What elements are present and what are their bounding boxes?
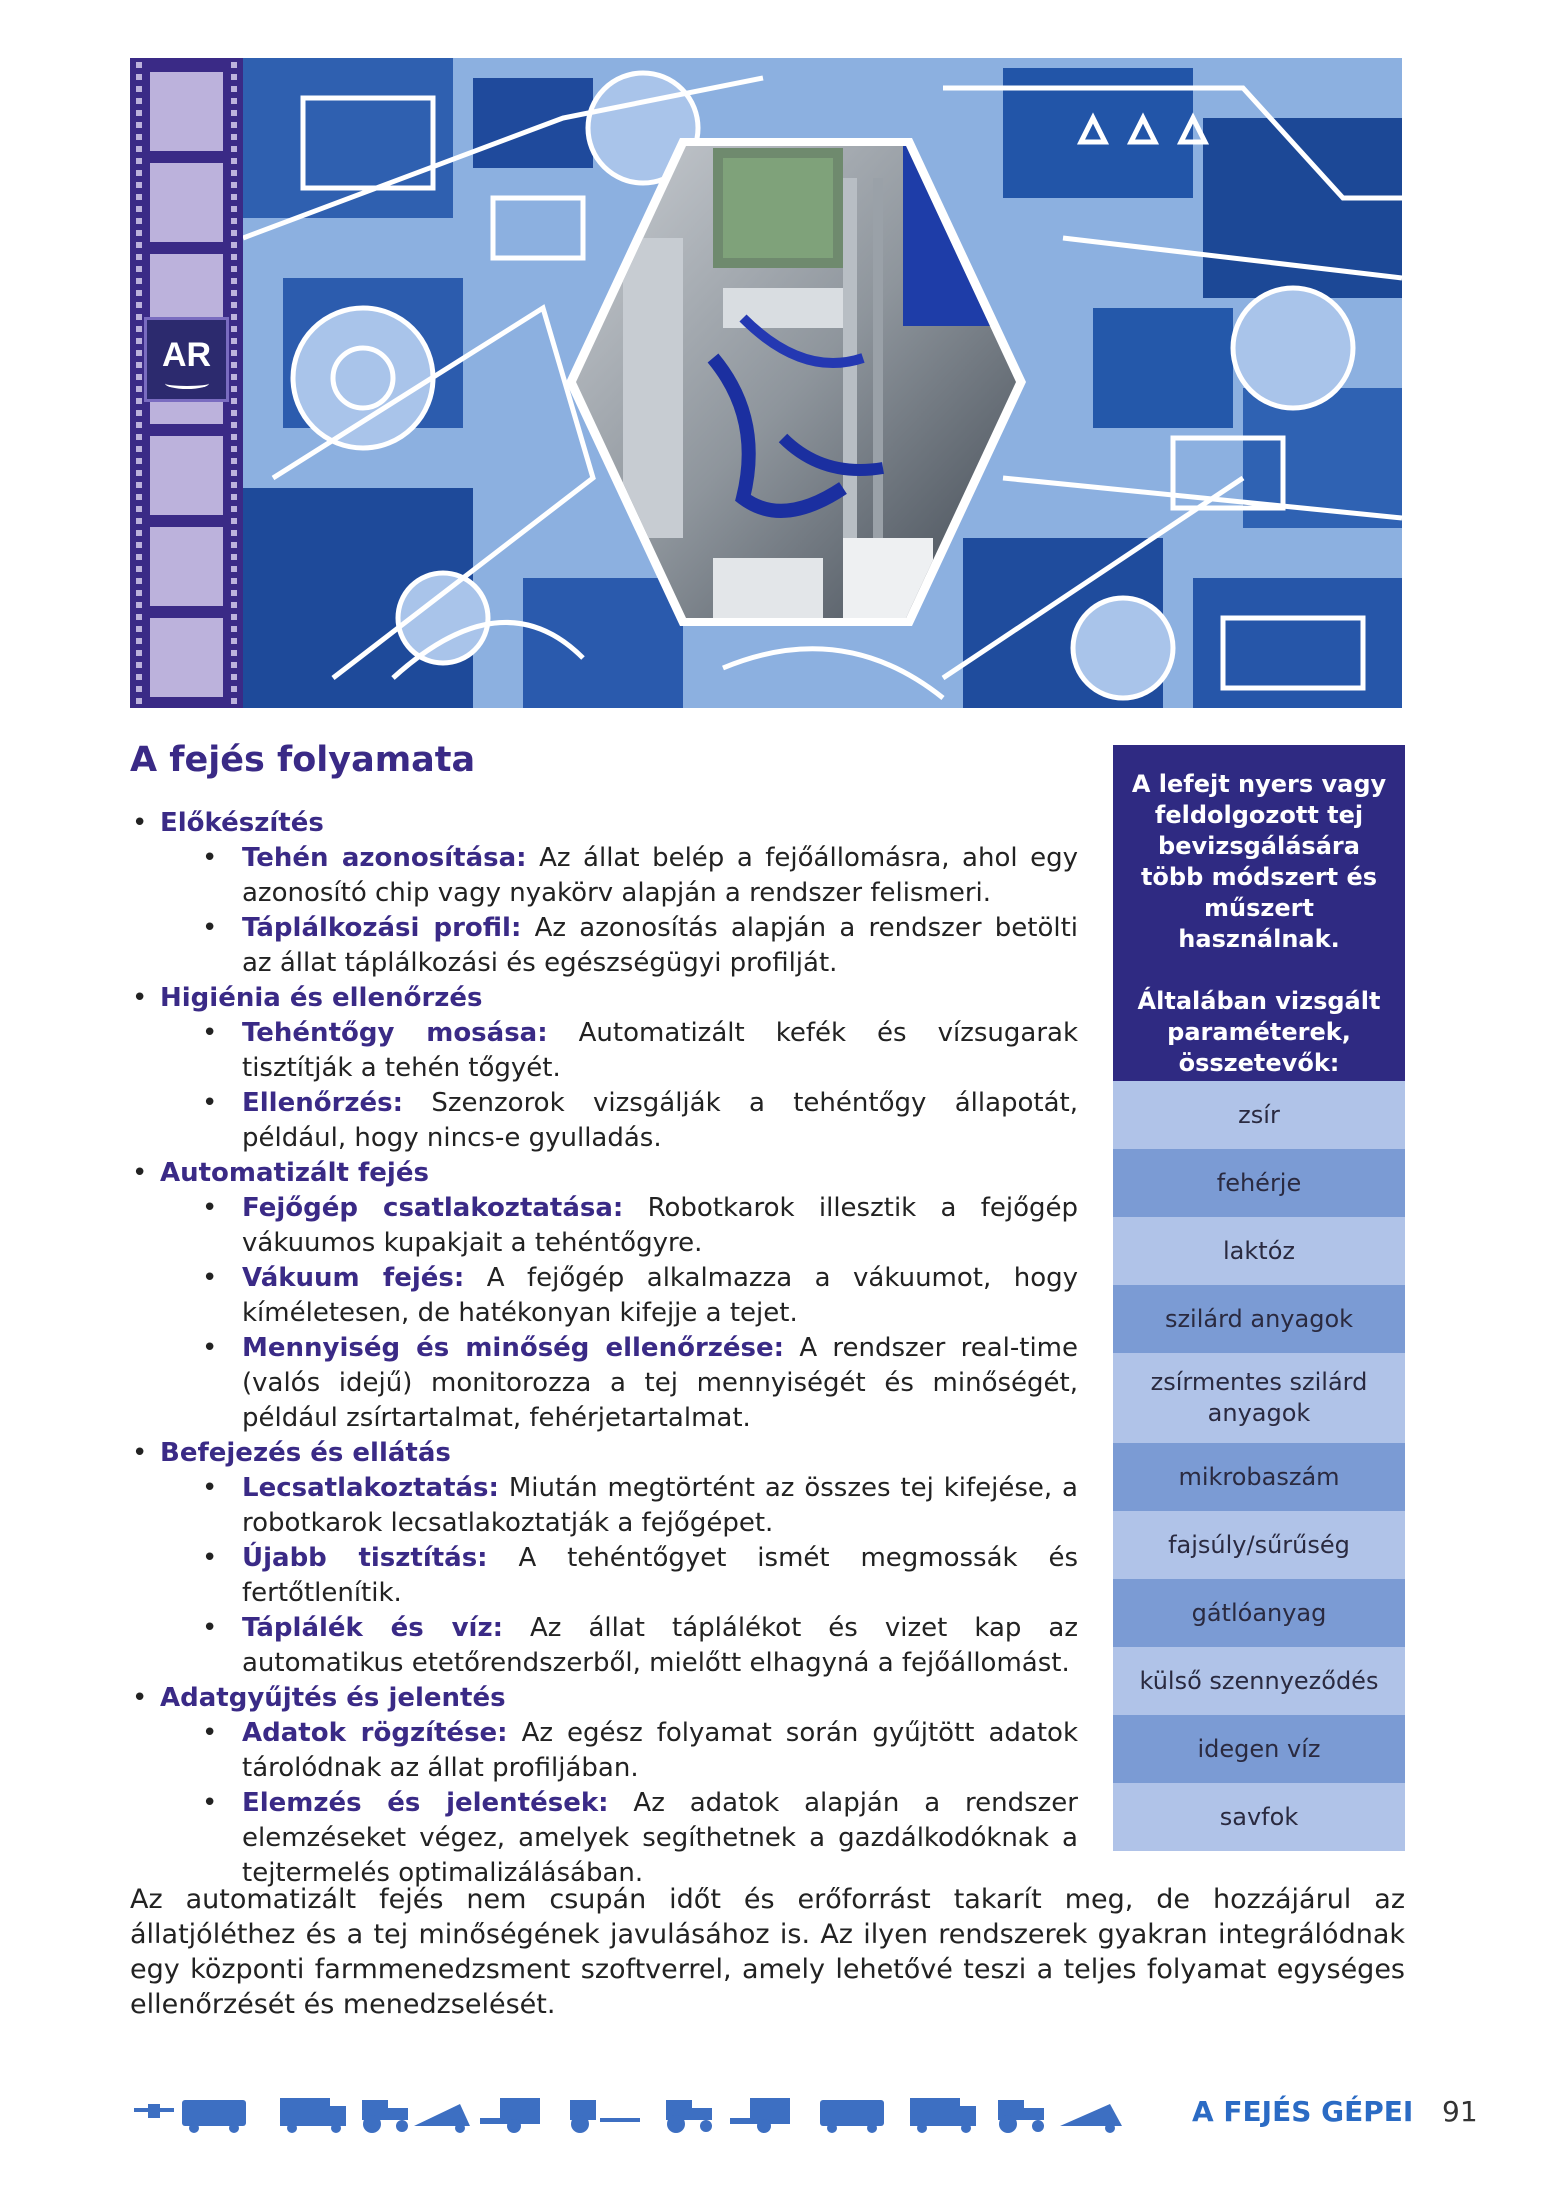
film-perforation [136,62,142,68]
film-perforation [231,146,237,152]
film-perforation [136,686,142,692]
sidebar-intro: A lefejt nyers vagy feldolgozott tej bevizsgálására több módszert és műszert használnak. [1131,770,1387,953]
film-perforation [231,254,237,260]
substep-label: Fejőgép csatlakoztatása: [242,1193,624,1223]
substep-text: Az állat belép a fejőállomásra, ahol egy azonosító chip vagy nyakörv alapján a rendszer felismeri. [242,843,1079,908]
film-perforation [231,434,237,440]
film-perforation [136,446,142,452]
truck-icon [910,2098,976,2133]
substep-item [200,1261,1078,1331]
farm-machinery-icon-strip [130,2090,1170,2134]
film-perforation [231,410,237,416]
film-perforation [136,110,142,116]
film-perforation [136,398,142,404]
substep-label: Vákuum fejés: [242,1263,465,1293]
substep-text: Az egész folyamat során gyűjtött adatok tárolódnak az állat profiljában. [242,1718,1078,1783]
film-perforation [231,590,237,596]
step-substep-list [160,1016,1078,1156]
step-substep-list [160,1471,1078,1681]
substep-item [200,1016,1078,1086]
parameter-row: savfok [1113,1783,1405,1851]
film-perforation [231,518,237,524]
step-substep-list [160,1716,1078,1891]
substep-item [200,1611,1078,1681]
step-title: Befejezés és ellátás [160,1438,451,1468]
film-perforation [231,638,237,644]
film-perforation [136,530,142,536]
film-perforation [136,242,142,248]
film-perforation [136,698,142,704]
film-perforation [136,98,142,104]
substep-label: Adatok rögzítése: [242,1718,508,1748]
film-perforation [136,182,142,188]
film-perforation [231,650,237,656]
film-perforation [231,182,237,188]
film-perforation [136,206,142,212]
film-perforation [136,458,142,464]
substep-text: Miután megtörtént az összes tej kifejése, a robotkarok lecsatlakoztatják a fejőgépet. [242,1473,1078,1538]
substep-text: Az állat táplálékot és vizet kap az automatikus etetőrendszerből, mielőtt elhagyná a fejőállomást. [242,1613,1079,1678]
film-perforation [231,74,237,80]
combine-icon [730,2098,790,2133]
film-perforation [136,542,142,548]
film-perforation [231,698,237,704]
film-perforation [136,602,142,608]
film-frame [150,436,223,515]
film-perforation [231,626,237,632]
combine-icon [480,2098,540,2133]
film-perforation [231,302,237,308]
substep-text: Automatizált kefék és vízsugarak tisztítják a tehén tőgyét. [242,1018,1078,1083]
drone-icon [134,2104,174,2118]
film-perforation [231,110,237,116]
film-perforation [231,566,237,572]
tractor-icon [998,2100,1044,2133]
substep-item [200,1471,1078,1541]
film-perforation [231,482,237,488]
section-title: A fejés folyamata [130,740,476,780]
film-perforation [231,98,237,104]
substep-text: A fejőgép alkalmazza a vákuumot, hogy kíméletesen, de hatékonyan kifejje a tejet. [242,1263,1078,1328]
parameter-row: idegen víz [1113,1715,1405,1783]
tractor-icon [666,2100,712,2133]
film-perforation [231,230,237,236]
film-perforation [136,662,142,668]
film-perforation [231,674,237,680]
film-perforation [136,254,142,260]
tractor-plow-icon [570,2100,640,2133]
film-perforation [136,422,142,428]
film-perforation [136,410,142,416]
film-perforation [136,338,142,344]
film-perforation [136,506,142,512]
film-perforation [231,326,237,332]
substep-label: Ellenőrzés: [242,1088,404,1118]
film-perforation [136,554,142,560]
film-perforation [231,542,237,548]
film-perforation [136,590,142,596]
film-perforation [231,266,237,272]
film-perforation [136,170,142,176]
step-title: Adatgyűjtés és jelentés [160,1683,506,1713]
substep-item [200,1541,1078,1611]
ar-badge-icon[interactable] [144,317,229,402]
film-perforation [136,566,142,572]
film-perforation [136,146,142,152]
film-perforation [136,314,142,320]
film-perforation [136,638,142,644]
film-perforation [136,218,142,224]
film-perforation [231,614,237,620]
film-perforation [231,194,237,200]
baler-icon [414,2104,470,2133]
film-perforation [231,494,237,500]
film-perforation [231,170,237,176]
film-perforation [231,386,237,392]
film-perforation [231,290,237,296]
film-perforation [136,194,142,200]
film-frame [150,618,223,697]
parameter-row: zsírmentes szilárd anyagok [1113,1353,1405,1443]
substep-label: Tehéntőgy mosása: [242,1018,548,1048]
film-perforation [136,350,142,356]
step-title: Automatizált fejés [160,1158,429,1188]
substep-label: Elemzés és jelentések: [242,1788,609,1818]
film-perforation [136,578,142,584]
film-perforation [136,362,142,368]
milking-machine-illustration [243,58,1402,708]
film-perforation [231,362,237,368]
parameter-row: fehérje [1113,1149,1405,1217]
header-banner [130,58,1402,708]
step-substep-list [160,841,1078,981]
bus-icon [182,2100,246,2133]
substep-item [200,911,1078,981]
film-perforation [136,230,142,236]
film-perforation [136,674,142,680]
process-step-list [130,806,1078,1891]
summary-paragraph: Az automatizált fejés nem csupán időt és erőforrást takarít meg, de hozzájárul az állatjóléthez és a tej minőségének javulásához is. Az ilyen rendszerek gyakran integrálódnak egy központi farmmenedzsment szoftverrel, amely lehetővé teszi a teljes folyamat egységes ellenőrzését és menedzselését. [130,1884,1405,2020]
film-perforation [136,494,142,500]
film-perforation [231,122,237,128]
step-title: Higiénia és ellenőrzés [160,983,483,1013]
film-perforation [231,242,237,248]
film-perforation [136,122,142,128]
film-perforation [231,206,237,212]
film-perforation [136,326,142,332]
film-perforation [136,614,142,620]
parameter-row: fajsúly/sűrűség [1113,1511,1405,1579]
film-perforation [231,86,237,92]
sidebar-subheading: Általában vizsgált paraméterek, összetevők: [1137,987,1381,1077]
step-substep-list [160,1191,1078,1436]
film-perforation [231,554,237,560]
tractor-icon [362,2100,408,2133]
film-perforation [136,482,142,488]
substep-item [200,1331,1078,1436]
film-perforation [136,74,142,80]
film-perforation [136,278,142,284]
film-frame [150,527,223,606]
film-perforation [231,218,237,224]
film-perforation [231,278,237,284]
film-perforation [136,266,142,272]
substep-item [200,1086,1078,1156]
substep-label: Újabb tisztítás: [242,1543,488,1573]
film-perforation [231,602,237,608]
film-perforation [136,290,142,296]
film-perforation [231,134,237,140]
film-perforation [231,578,237,584]
film-perforation [136,158,142,164]
film-perforation [231,422,237,428]
process-step [130,1156,1078,1436]
film-perforation [136,518,142,524]
substep-text: A tehéntőgyet ismét megmossák és fertőtlenítik. [242,1543,1078,1608]
sidebar-header [1113,745,1405,1081]
parameter-row: laktóz [1113,1217,1405,1285]
substep-label: Táplálék és víz: [242,1613,503,1643]
substep-item [200,841,1078,911]
process-step [130,1436,1078,1681]
film-perforation [231,398,237,404]
film-perforation [136,626,142,632]
film-perforation [231,314,237,320]
substep-text: A rendszer real-time (valós idejű) monitorozza a tej mennyiségét és minőségét, például zsírtartalmat, fehérjetartalmat. [242,1333,1079,1433]
film-frame [150,163,223,242]
film-perforation [231,374,237,380]
substep-text: Szenzorok vizsgálják a tehéntőgy állapotát, például, hogy nincs-e gyulladás. [242,1088,1078,1153]
ar-badge-label: AR [161,336,212,374]
parameter-row: szilárd anyagok [1113,1285,1405,1353]
parameter-row: gátlóanyag [1113,1579,1405,1647]
substep-label: Mennyiség és minőség ellenőrzése: [242,1333,785,1363]
baler-icon [1060,2104,1122,2133]
film-perforation [231,458,237,464]
film-perforation [231,446,237,452]
truck-icon [280,2098,346,2133]
film-perforation [231,350,237,356]
page-number: 91 [1442,2095,1478,2128]
parameter-row: mikrobaszám [1113,1443,1405,1511]
film-perforation [231,470,237,476]
film-perforation [231,686,237,692]
film-perforation [136,134,142,140]
film-perforation [136,374,142,380]
film-perforation [231,662,237,668]
film-perforation [231,506,237,512]
film-perforation [136,302,142,308]
film-frame [150,72,223,151]
film-perforation [231,62,237,68]
film-perforation [136,86,142,92]
substep-text: Az azonosítás alapján a rendszer betölti az állat táplálkozási és egészségügyi profilját. [242,913,1079,978]
process-step [130,1681,1078,1891]
chapter-name: A FEJÉS GÉPEI [1192,2095,1414,2128]
substep-label: Tehén azonosítása: [242,843,527,873]
substep-label: Táplálkozási profil: [242,913,522,943]
film-perforation [231,158,237,164]
parameter-row: zsír [1113,1081,1405,1149]
film-perforation [231,530,237,536]
substep-item [200,1786,1078,1891]
bus-icon [820,2100,884,2133]
substep-text: Az adatok alapján a rendszer elemzéseket végez, amelyek segíthetnek a gazdálkodóknak a tejtermelés optimalizálásában. [242,1788,1078,1888]
milk-testing-sidebar [1113,745,1405,1851]
process-step [130,806,1078,981]
substep-item [200,1191,1078,1261]
substep-label: Lecsatlakoztatás: [242,1473,499,1503]
film-perforation [136,386,142,392]
process-step [130,981,1078,1156]
substep-item [200,1716,1078,1786]
film-perforation [136,434,142,440]
film-perforation [231,338,237,344]
film-perforation [136,470,142,476]
parameter-row: külső szennyeződés [1113,1647,1405,1715]
step-title: Előkészítés [160,808,324,838]
film-perforation [136,650,142,656]
substep-text: Robotkarok illesztik a fejőgép vákuumos kupakjait a tehéntőgyre. [242,1193,1078,1258]
